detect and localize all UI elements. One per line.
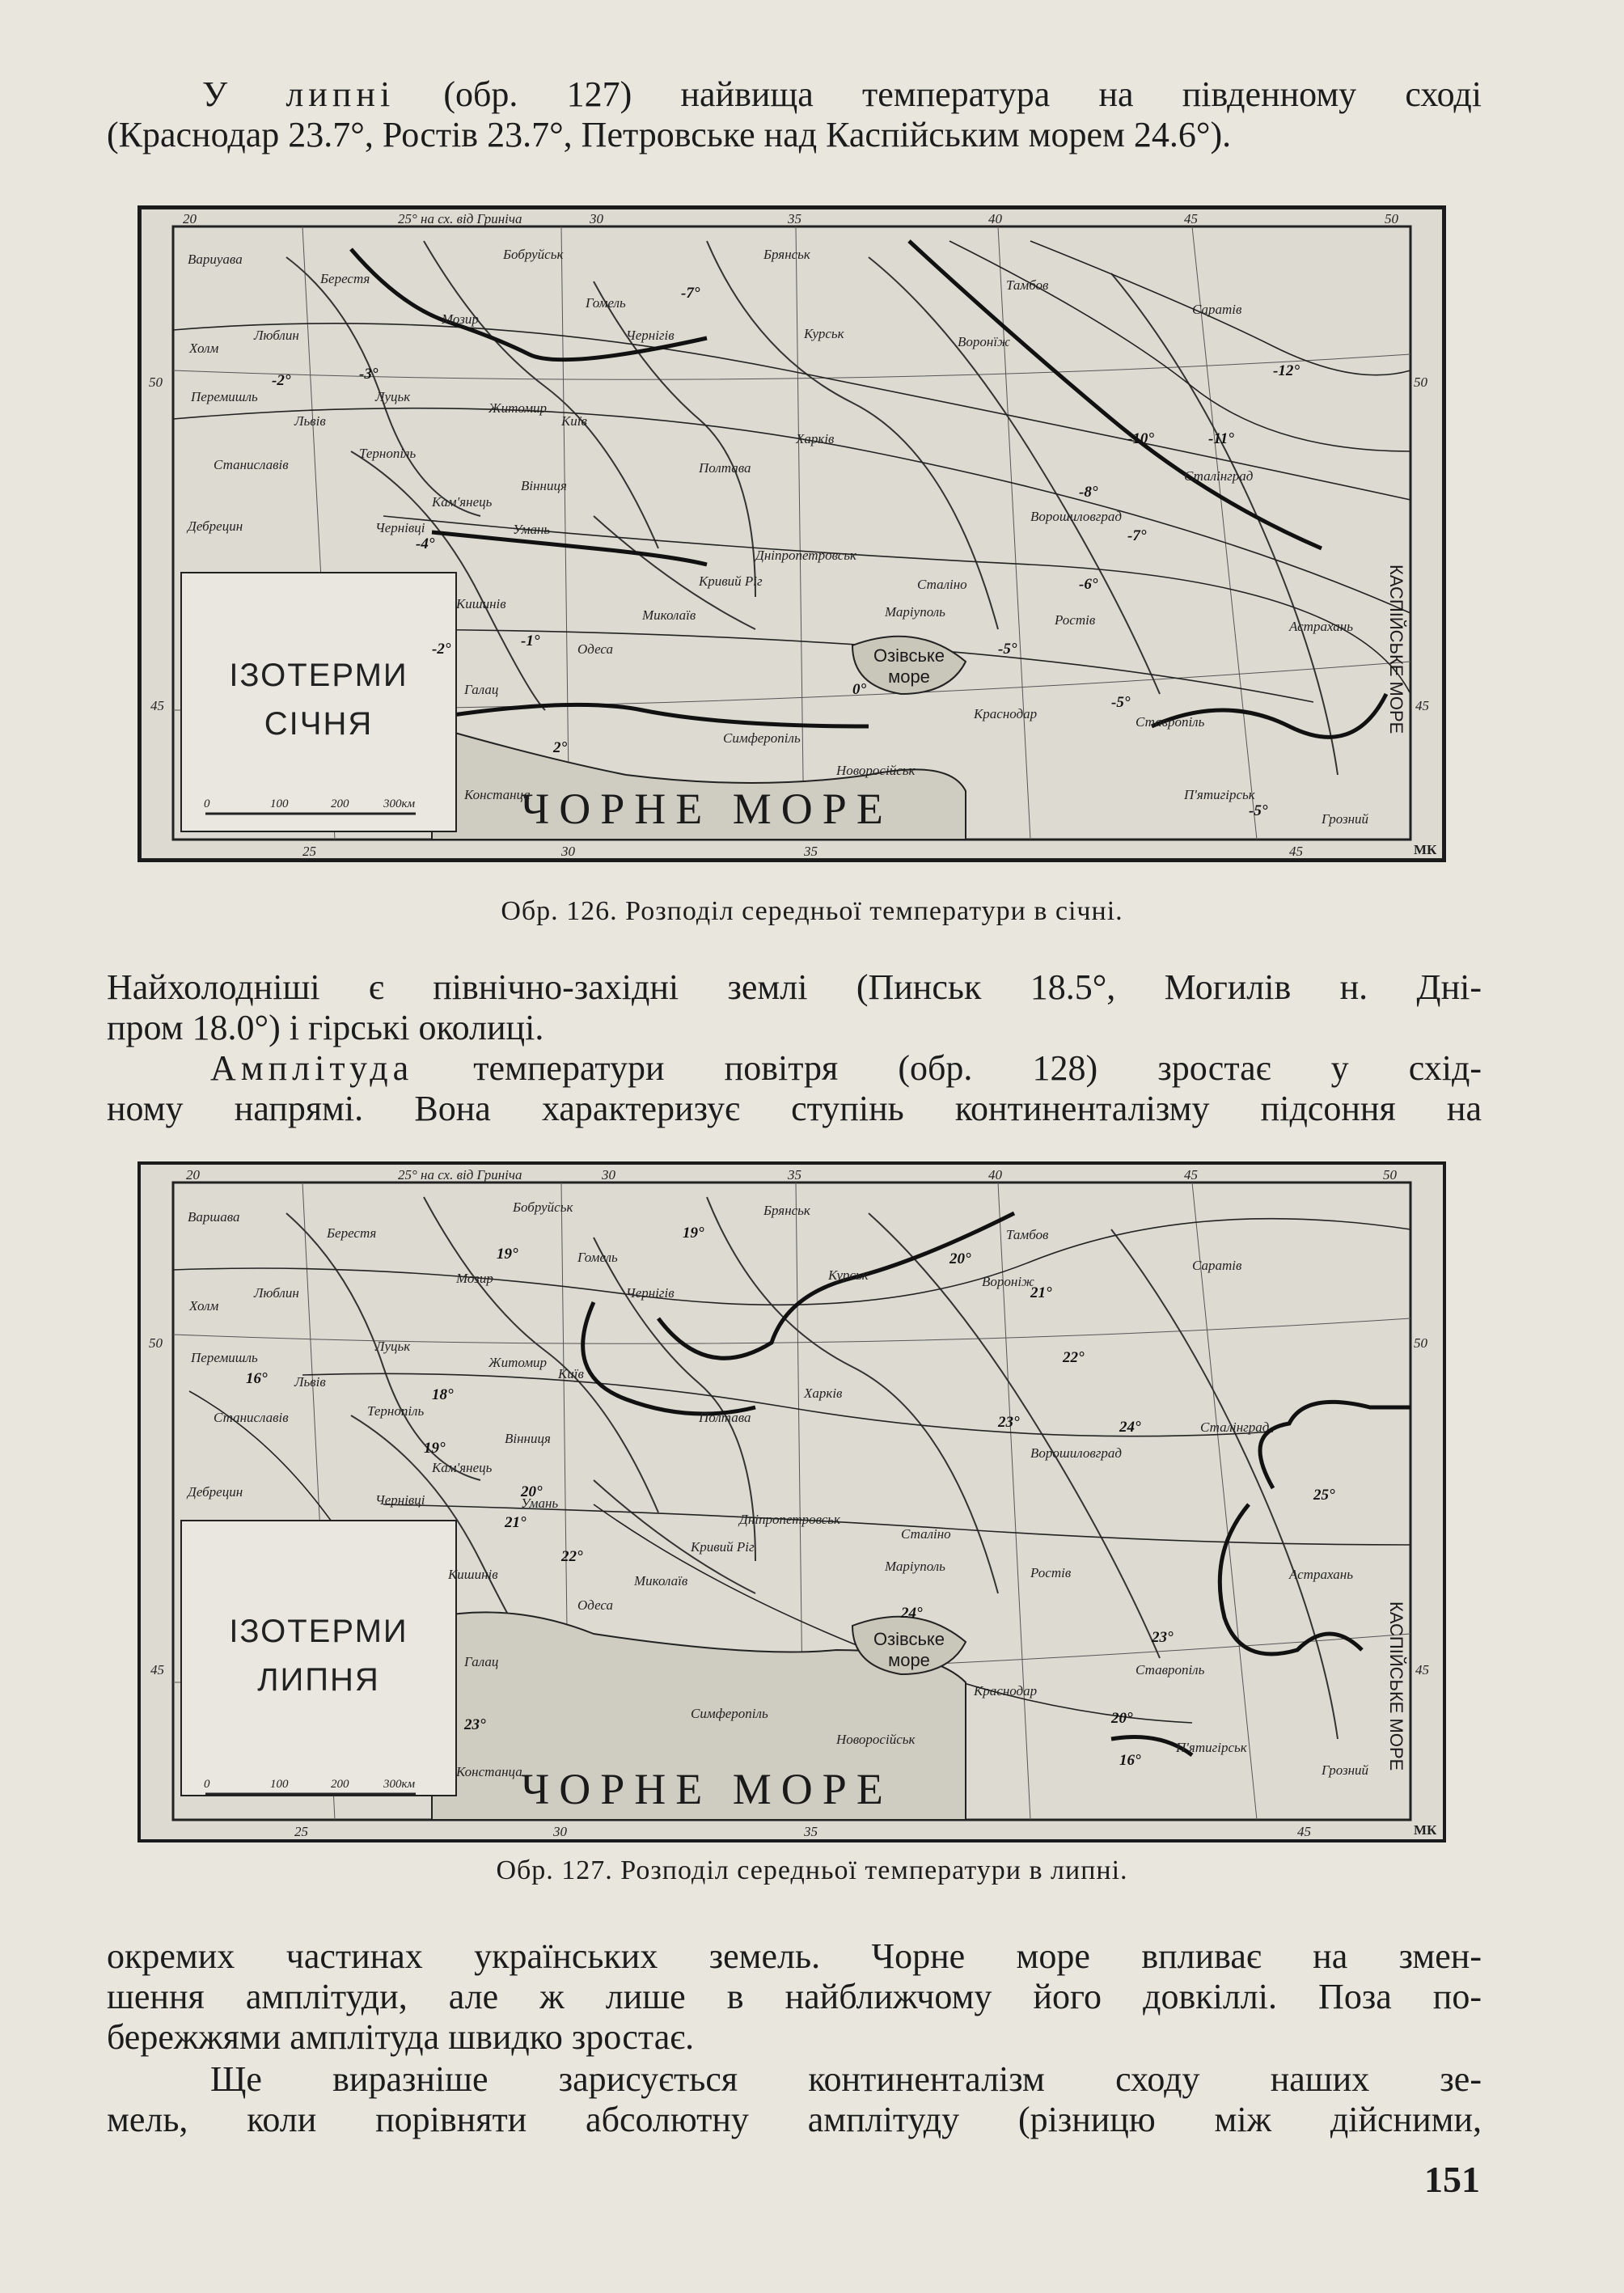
tick-label: 20 bbox=[183, 211, 197, 226]
isotherm-label: 16° bbox=[1119, 1752, 1141, 1769]
place-label: Харків bbox=[796, 431, 835, 446]
legend-subtitle: ЛИПНЯ bbox=[257, 1662, 380, 1698]
place-label: Луцьк bbox=[375, 1339, 411, 1354]
place-label: Сталінград bbox=[1184, 468, 1254, 484]
tick-label: 25 bbox=[294, 1824, 308, 1839]
scale-label: 100 bbox=[270, 797, 289, 810]
place-label: Люблин bbox=[254, 1285, 299, 1301]
isotherm-label: 0° bbox=[852, 681, 867, 698]
place-label: Тамбов bbox=[1006, 1227, 1049, 1242]
isotherm-label: 18° bbox=[432, 1386, 454, 1403]
place-label: Галац bbox=[464, 1654, 499, 1669]
isotherm-label: 22° bbox=[561, 1548, 583, 1565]
place-label: Констанца bbox=[456, 1764, 522, 1779]
place-label: Перемишль bbox=[191, 1350, 258, 1365]
place-label: Ставропіль bbox=[1136, 1662, 1205, 1677]
text-span: температури повітря (обр. 128) зростає у схід- bbox=[413, 1048, 1482, 1088]
paragraph-continentalism bbox=[107, 2059, 1482, 2140]
tick-label: 30 bbox=[553, 1824, 567, 1839]
place-label: П'ятигірськ bbox=[1184, 787, 1255, 802]
isotherm-label: -2° bbox=[272, 372, 291, 389]
tick-label: 50 bbox=[1383, 1167, 1397, 1182]
place-label: Холм bbox=[189, 1298, 219, 1314]
monogram: МК bbox=[1414, 842, 1437, 857]
place-label: Полтава bbox=[699, 1410, 751, 1425]
scale-label: 0 bbox=[204, 1778, 210, 1791]
isotherm-label: 21° bbox=[505, 1514, 527, 1531]
isotherm-label: 19° bbox=[424, 1440, 446, 1457]
tick-label: 45 bbox=[1415, 698, 1429, 713]
isotherm-label: 21° bbox=[1030, 1284, 1052, 1301]
place-label: Миколаїв bbox=[634, 1573, 688, 1589]
place-label: Луцьк bbox=[375, 389, 411, 404]
place-label: Люблин bbox=[254, 328, 299, 343]
place-label: Холм bbox=[189, 341, 219, 356]
isotherm-label: -5° bbox=[1111, 694, 1131, 711]
place-label: Саратів bbox=[1192, 302, 1242, 317]
isotherm-label: 19° bbox=[497, 1246, 518, 1263]
tick-label: 35 bbox=[788, 211, 801, 226]
place-label: Ставропіль bbox=[1136, 714, 1205, 730]
page-number: 151 bbox=[1424, 2159, 1480, 2200]
black-sea-label: ЧОРНЕ МОРЕ bbox=[521, 785, 893, 833]
place-label: Гомель bbox=[586, 295, 626, 311]
tick-label: 45 bbox=[150, 698, 164, 713]
place-label: Кривий Ріг bbox=[699, 573, 763, 589]
isotherm-label: 23° bbox=[464, 1716, 486, 1733]
place-label: Вороніж bbox=[982, 1274, 1034, 1289]
place-label: Астрахань bbox=[1289, 619, 1353, 634]
scale-label: 300км bbox=[383, 1778, 416, 1791]
figure-caption-july: Обр. 127. Розподіл середньої температури в липні. bbox=[496, 1855, 1128, 1885]
place-label: Курськ bbox=[828, 1267, 869, 1283]
place-label: Симферопіль bbox=[691, 1706, 768, 1721]
place-label: Полтава bbox=[699, 460, 751, 476]
place-label: Ростів bbox=[1055, 612, 1096, 628]
tick-label: 35 bbox=[804, 844, 818, 859]
place-label: Новоросійськ bbox=[836, 1732, 916, 1747]
isotherm-label: -8° bbox=[1079, 484, 1098, 501]
place-label: Бобруйськ bbox=[513, 1199, 573, 1215]
azov-sea-label: море bbox=[888, 666, 930, 687]
text-line: ному напрямі. Вона характеризує ступінь континенталізму підсоння на bbox=[107, 1089, 1482, 1128]
place-label: Львів bbox=[294, 413, 326, 429]
legend-subtitle: СІЧНЯ bbox=[264, 706, 374, 742]
place-label: Вінниця bbox=[505, 1431, 551, 1446]
text-span: (обр. 127) найвища температура на південному сході bbox=[395, 74, 1482, 114]
isotherm-label: -11° bbox=[1208, 430, 1234, 447]
place-label: Житомир bbox=[488, 400, 548, 416]
place-label: Житомир bbox=[488, 1355, 548, 1370]
caspian-sea-label: КАСПІЙСЬКЕ МОРЕ bbox=[1386, 565, 1406, 734]
place-label: Львів bbox=[294, 1374, 326, 1390]
tick-label: 35 bbox=[804, 1824, 818, 1839]
place-label: Умань bbox=[521, 1496, 559, 1511]
tick-label: 40 bbox=[988, 1167, 1002, 1182]
place-label: Дебрецин bbox=[188, 518, 243, 534]
place-label: Ростів bbox=[1030, 1565, 1072, 1580]
isotherm-label: 20° bbox=[1111, 1710, 1133, 1727]
tick-label: 50 bbox=[1414, 1335, 1427, 1351]
isotherm-label: 20° bbox=[949, 1250, 971, 1267]
place-label: Краснодар bbox=[974, 706, 1038, 721]
legend-title: ІЗОТЕРМИ bbox=[229, 1614, 408, 1649]
place-label: Маріуполь bbox=[885, 604, 945, 620]
isotherm-label: 19° bbox=[683, 1225, 704, 1242]
text-line: шення амплітуди, але ж лише в найближчому його довкіллі. Поза по- bbox=[107, 1977, 1482, 2016]
place-label: Харків bbox=[804, 1386, 843, 1401]
isotherm-label: -3° bbox=[359, 366, 379, 383]
place-label: Констанца bbox=[464, 787, 531, 802]
place-label: Берестя bbox=[320, 271, 370, 286]
place-label: Ворошиловград bbox=[1030, 1445, 1122, 1461]
tick-label: 45 bbox=[1184, 211, 1198, 226]
tick-label: 45 bbox=[1184, 1167, 1198, 1182]
text-line: окремих частинах українських земель. Чорне море впливає на змен- bbox=[107, 1936, 1482, 1976]
paragraph-black-sea bbox=[107, 1936, 1482, 2058]
azov-sea-label: Озівське bbox=[873, 645, 945, 666]
place-label: Миколаїв bbox=[642, 607, 696, 623]
isotherm-label: -7° bbox=[681, 285, 700, 302]
tick-label: 45 bbox=[150, 1662, 164, 1677]
map-figure-january bbox=[137, 205, 1446, 862]
place-label: Дніпропетровськ bbox=[755, 548, 856, 563]
place-label: Кам'янець bbox=[432, 1460, 493, 1475]
place-label: Гомель bbox=[577, 1250, 618, 1265]
place-label: Курськ bbox=[804, 326, 844, 341]
tick-label: 35 bbox=[788, 1167, 801, 1182]
text-line: (Краснодар 23.7°, Ростів 23.7°, Петровське над Каспійським морем 24.6°). bbox=[107, 115, 1232, 154]
place-label: Новоросійськ bbox=[836, 763, 916, 778]
tick-label: 30 bbox=[602, 1167, 615, 1182]
map-figure-july bbox=[137, 1161, 1446, 1842]
place-label: Астрахань bbox=[1289, 1567, 1353, 1582]
place-label: Кривий Ріг bbox=[691, 1539, 755, 1555]
text-line: мель, коли порівняти абсолютну амплітуду (різницю між дійсними, bbox=[107, 2100, 1482, 2139]
isotherm-label: 2° bbox=[553, 739, 568, 756]
isotherm-label: -7° bbox=[1127, 527, 1147, 544]
place-label: Тернопіль bbox=[359, 446, 417, 461]
scale-label: 100 bbox=[270, 1778, 289, 1791]
text-line bbox=[107, 74, 1482, 115]
place-label: Сталінград bbox=[1200, 1419, 1270, 1435]
isotherm-label: -5° bbox=[998, 641, 1017, 658]
spaced-term: У липні bbox=[202, 74, 395, 114]
place-label: Ворошиловград bbox=[1030, 509, 1122, 524]
tick-label: 30 bbox=[561, 844, 575, 859]
place-label: Мозир bbox=[456, 1271, 493, 1286]
isotherm-label: 24° bbox=[901, 1605, 923, 1622]
place-label: Варшава bbox=[188, 1209, 240, 1225]
isotherm-label: -4° bbox=[416, 535, 435, 552]
isotherm-label: -6° bbox=[1079, 576, 1098, 593]
place-label: Тамбов bbox=[1006, 277, 1049, 293]
scale-label: 200 bbox=[331, 797, 349, 810]
place-label: Брянськ bbox=[763, 1203, 810, 1218]
place-label: Саратів bbox=[1192, 1258, 1242, 1273]
place-label: Чернівці bbox=[375, 1492, 425, 1508]
place-label: Берестя bbox=[327, 1225, 377, 1241]
text-line: Найхолодніші є північно-західні землі (Пинськ 18.5°, Могилів н. Дні- bbox=[107, 967, 1482, 1007]
scale-label: 0 bbox=[204, 797, 210, 810]
place-label: Грозний bbox=[1322, 1762, 1369, 1778]
place-label: Чернігів bbox=[626, 328, 675, 343]
place-label: Вариуава bbox=[188, 252, 243, 267]
place-label: Кишинів bbox=[456, 596, 506, 611]
isotherm-label: -1° bbox=[521, 632, 540, 649]
tick-label: 25 bbox=[302, 844, 316, 859]
tick-label: 25° на сх. від Гриніча bbox=[398, 1167, 522, 1182]
text-line: бережжями амплітуда швидко зростає. bbox=[107, 2017, 695, 2057]
place-label: Кишинів bbox=[448, 1567, 498, 1582]
tick-label: 40 bbox=[988, 211, 1002, 226]
isotherm-label: 23° bbox=[1152, 1629, 1174, 1646]
place-label: Одеса bbox=[577, 1597, 614, 1613]
place-label: Кам'янець bbox=[432, 494, 493, 510]
isotherm-label: 23° bbox=[998, 1414, 1020, 1431]
tick-label: 25° на сх. від Гриніча bbox=[398, 211, 522, 226]
text-line: пром 18.0°) і гірські околиці. bbox=[107, 1008, 544, 1047]
legend-title: ІЗОТЕРМИ bbox=[229, 658, 408, 693]
place-label: Київ bbox=[558, 1366, 584, 1381]
place-label: Чернівці bbox=[375, 520, 425, 535]
place-label: Мозир bbox=[442, 311, 479, 327]
tick-label: 45 bbox=[1415, 1662, 1429, 1677]
place-label: Маріуполь bbox=[885, 1559, 945, 1574]
place-label: Київ bbox=[561, 413, 587, 429]
place-label: Сталіно bbox=[917, 577, 967, 592]
place-label: Сталіно bbox=[901, 1526, 951, 1542]
spaced-term: Амплітуда bbox=[210, 1048, 414, 1088]
tick-label: 50 bbox=[1385, 211, 1398, 226]
isotherm-label: -5° bbox=[1249, 802, 1268, 819]
place-label: Симферопіль bbox=[723, 730, 801, 746]
place-label: Краснодар bbox=[974, 1683, 1038, 1699]
map-january-isotherms bbox=[141, 209, 1443, 859]
tick-label: 20 bbox=[186, 1167, 200, 1182]
isotherm-label: 25° bbox=[1313, 1487, 1335, 1504]
tick-label: 50 bbox=[149, 1335, 163, 1351]
black-sea-label: ЧОРНЕ МОРЕ bbox=[521, 1765, 893, 1813]
place-label: Перемишль bbox=[191, 389, 258, 404]
isotherm-label: -10° bbox=[1127, 430, 1154, 447]
isotherm-label: 24° bbox=[1119, 1419, 1141, 1436]
place-label: Умань bbox=[513, 522, 551, 537]
caspian-sea-label: КАСПІЙСЬКЕ МОРЕ bbox=[1386, 1601, 1406, 1771]
place-label: Станиславів bbox=[214, 457, 289, 472]
azov-sea-label: Озівське bbox=[873, 1629, 945, 1649]
isotherm-label: 20° bbox=[521, 1483, 543, 1500]
place-label: Воронїж bbox=[958, 334, 1010, 349]
monogram: МК bbox=[1414, 1822, 1437, 1838]
text-line: Ще виразніше зарисується континенталізм сходу наших зе- bbox=[210, 2059, 1482, 2099]
azov-sea-label: море bbox=[888, 1650, 930, 1670]
place-label: Дебрецин bbox=[188, 1484, 243, 1500]
isotherm-label: -12° bbox=[1273, 362, 1300, 379]
tick-label: 45 bbox=[1289, 844, 1303, 859]
paragraph-july-intro bbox=[107, 74, 1482, 155]
place-label: Брянськ bbox=[763, 247, 810, 262]
place-label: Грозний bbox=[1322, 811, 1369, 827]
map-july-isotherms bbox=[141, 1165, 1443, 1839]
tick-label: 30 bbox=[590, 211, 603, 226]
text-line bbox=[107, 1048, 1482, 1089]
tick-label: 50 bbox=[1414, 374, 1427, 390]
place-label: Вінниця bbox=[521, 478, 567, 493]
tick-label: 45 bbox=[1297, 1824, 1311, 1839]
scale-label: 200 bbox=[331, 1778, 349, 1791]
isotherm-label: 22° bbox=[1063, 1349, 1085, 1366]
place-label: Бобруйськ bbox=[503, 247, 564, 262]
place-label: Чернігів bbox=[626, 1285, 675, 1301]
place-label: Одеса bbox=[577, 641, 614, 657]
place-label: Дніпропетровськ bbox=[739, 1512, 840, 1527]
paragraph-amplitude bbox=[107, 1048, 1482, 1129]
place-label: П'ятигірськ bbox=[1176, 1740, 1247, 1755]
tick-label: 50 bbox=[149, 374, 163, 390]
place-label: Тернопіль bbox=[367, 1403, 425, 1419]
scale-label: 300км bbox=[383, 797, 416, 810]
place-label: Галац bbox=[464, 682, 499, 697]
paragraph-coldest bbox=[107, 967, 1482, 1048]
place-label: Станиславів bbox=[214, 1410, 289, 1425]
figure-caption-january: Обр. 126. Розподіл середньої температури в січні. bbox=[501, 896, 1123, 926]
isotherm-label: 16° bbox=[246, 1370, 268, 1387]
isotherm-label: -2° bbox=[432, 641, 451, 658]
